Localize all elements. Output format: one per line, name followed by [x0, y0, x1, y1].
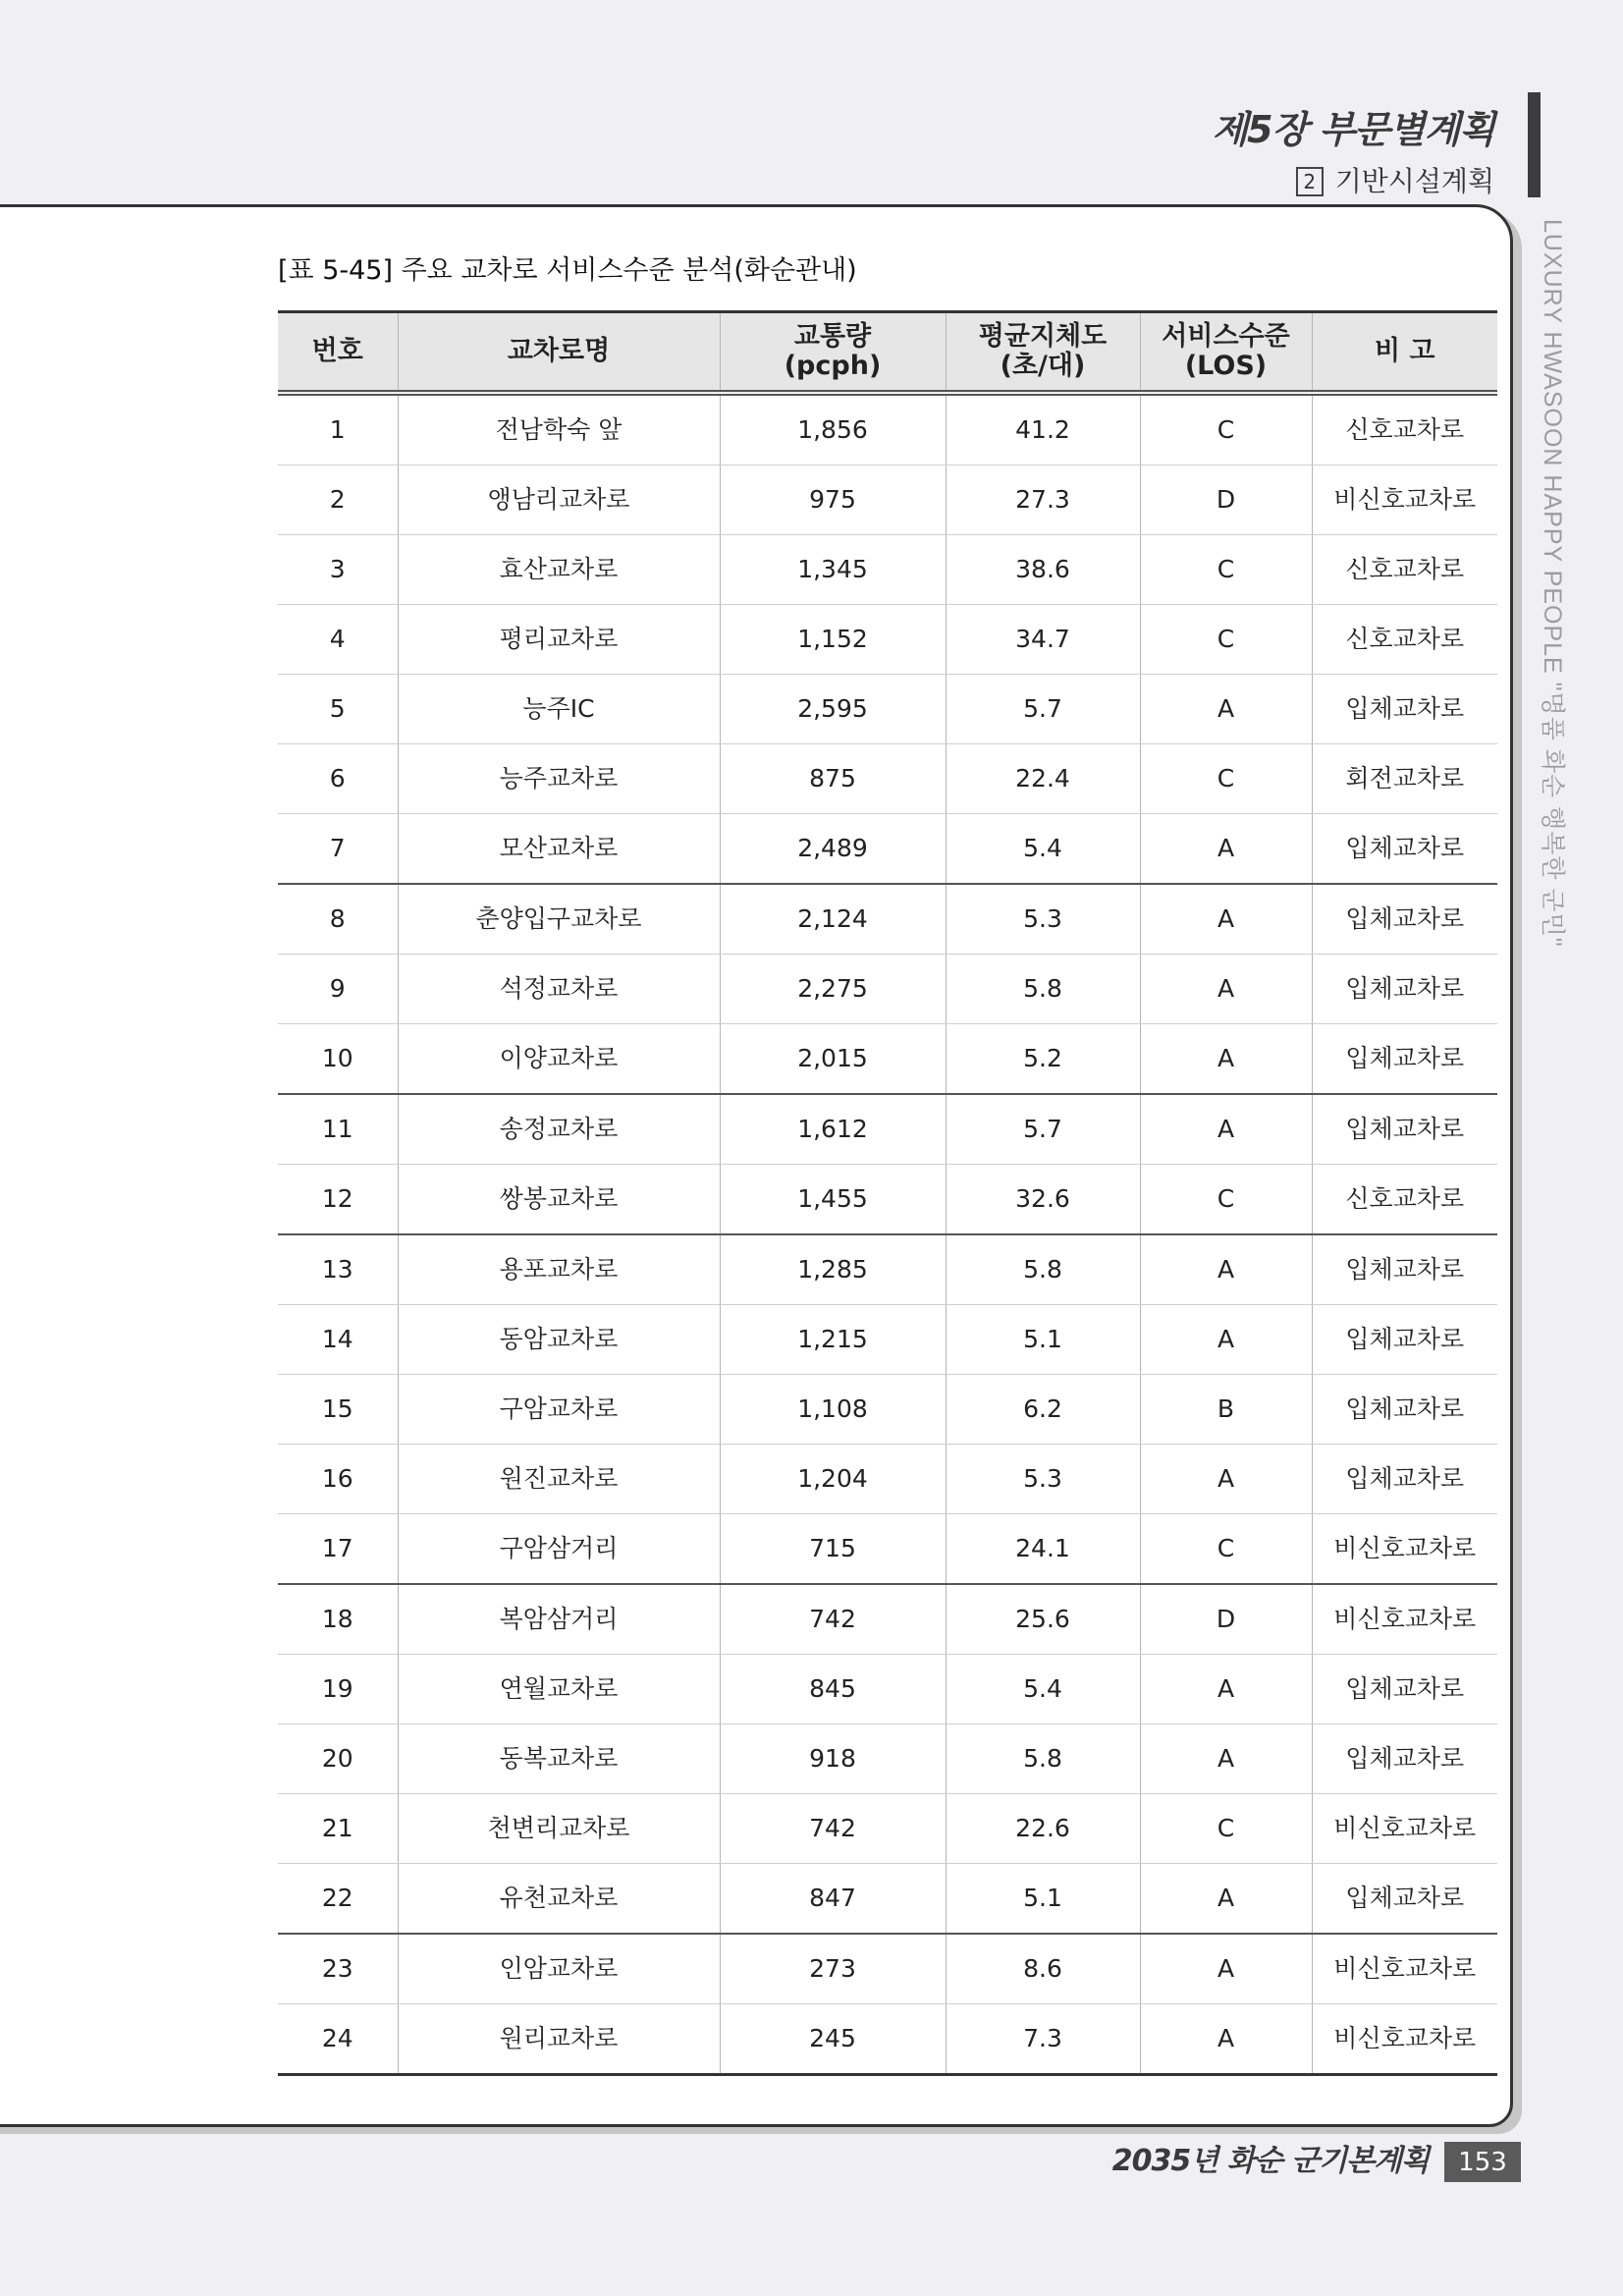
table-caption: [표 5-45] 주요 교차로 서비스수준 분석(화순관내)	[278, 255, 857, 286]
cell-volume: 273	[720, 1934, 946, 2004]
cell-note: 입체교차로	[1312, 955, 1497, 1024]
cell-volume: 1,108	[720, 1375, 946, 1445]
cell-volume: 845	[720, 1655, 946, 1724]
cell-delay: 5.8	[946, 955, 1140, 1024]
cell-name: 이양교차로	[398, 1024, 720, 1095]
header-delay-label: 평균지체도	[978, 321, 1108, 352]
cell-delay: 38.6	[946, 535, 1140, 605]
table-row	[278, 605, 1497, 675]
page-number: 153	[1444, 2142, 1521, 2182]
cell-los: A	[1140, 675, 1312, 744]
table-row	[278, 1655, 1497, 1724]
cell-no: 9	[278, 955, 398, 1024]
cell-delay: 5.3	[946, 1445, 1140, 1514]
cell-los: C	[1140, 744, 1312, 814]
cell-name: 평리교차로	[398, 605, 720, 675]
cell-name: 전남학숙 앞	[398, 393, 720, 465]
cell-note: 비신호교차로	[1312, 1794, 1497, 1864]
cell-los: D	[1140, 465, 1312, 535]
cell-delay: 5.1	[946, 1305, 1140, 1375]
table-row	[278, 465, 1497, 535]
header-note	[1312, 312, 1497, 394]
cell-los: B	[1140, 1375, 1312, 1445]
cell-note: 입체교차로	[1312, 1864, 1497, 1935]
cell-note: 비신호교차로	[1312, 1514, 1497, 1585]
header-volume-unit: (pcph)	[784, 351, 882, 381]
cell-note: 입체교차로	[1312, 884, 1497, 955]
cell-volume: 2,489	[720, 814, 946, 885]
cell-name: 동암교차로	[398, 1305, 720, 1375]
table-row	[278, 744, 1497, 814]
cell-name: 춘양입구교차로	[398, 884, 720, 955]
cell-note: 신호교차로	[1312, 535, 1497, 605]
cell-name: 원진교차로	[398, 1445, 720, 1514]
cell-los: A	[1140, 1305, 1312, 1375]
cell-name: 구암삼거리	[398, 1514, 720, 1585]
header-delay-unit: (초/대)	[1000, 351, 1086, 381]
cell-no: 1	[278, 393, 398, 465]
cell-name: 송정교차로	[398, 1094, 720, 1165]
cell-name: 천변리교차로	[398, 1794, 720, 1864]
table-row	[278, 1514, 1497, 1585]
header-los	[1140, 312, 1312, 394]
cell-los: A	[1140, 814, 1312, 885]
cell-los: C	[1140, 1794, 1312, 1864]
cell-note: 입체교차로	[1312, 1234, 1497, 1305]
cell-delay: 6.2	[946, 1375, 1140, 1445]
cell-los: C	[1140, 393, 1312, 465]
cell-los: A	[1140, 1234, 1312, 1305]
cell-note: 입체교차로	[1312, 1094, 1497, 1165]
cell-volume: 2,015	[720, 1024, 946, 1095]
cell-no: 19	[278, 1655, 398, 1724]
cell-volume: 975	[720, 465, 946, 535]
table-row	[278, 884, 1497, 955]
cell-name: 복암삼거리	[398, 1584, 720, 1655]
cell-name: 원리교차로	[398, 2004, 720, 2075]
cell-note: 입체교차로	[1312, 814, 1497, 885]
chapter-marker-bar	[1528, 92, 1541, 197]
cell-los: A	[1140, 2004, 1312, 2075]
cell-volume: 2,595	[720, 675, 946, 744]
header-delay	[946, 312, 1140, 394]
cell-note: 입체교차로	[1312, 1305, 1497, 1375]
cell-note: 신호교차로	[1312, 393, 1497, 465]
header-name	[398, 312, 720, 394]
header-los-unit: (LOS)	[1184, 351, 1268, 381]
table-row	[278, 1724, 1497, 1794]
cell-no: 7	[278, 814, 398, 885]
cell-los: A	[1140, 1934, 1312, 2004]
table-row	[278, 1794, 1497, 1864]
cell-name: 구암교차로	[398, 1375, 720, 1445]
cell-name: 쌍봉교차로	[398, 1165, 720, 1235]
cell-los: C	[1140, 1165, 1312, 1235]
section-title: 기반시설계획	[1334, 165, 1494, 197]
cell-no: 17	[278, 1514, 398, 1585]
cell-name: 앵남리교차로	[398, 465, 720, 535]
table-row	[278, 1094, 1497, 1165]
cell-name: 동복교차로	[398, 1724, 720, 1794]
cell-name: 용포교차로	[398, 1234, 720, 1305]
cell-name: 효산교차로	[398, 535, 720, 605]
cell-delay: 5.7	[946, 1094, 1140, 1165]
cell-no: 16	[278, 1445, 398, 1514]
cell-no: 11	[278, 1094, 398, 1165]
header-volume	[720, 312, 946, 394]
cell-los: A	[1140, 1864, 1312, 1935]
cell-los: A	[1140, 1094, 1312, 1165]
cell-los: A	[1140, 1024, 1312, 1095]
cell-los: A	[1140, 1655, 1312, 1724]
cell-note: 비신호교차로	[1312, 2004, 1497, 2075]
cell-note: 입체교차로	[1312, 1024, 1497, 1095]
cell-volume: 1,204	[720, 1445, 946, 1514]
cell-name: 인암교차로	[398, 1934, 720, 2004]
cell-no: 24	[278, 2004, 398, 2075]
cell-volume: 1,285	[720, 1234, 946, 1305]
table-row	[278, 393, 1497, 465]
cell-delay: 22.6	[946, 1794, 1140, 1864]
cell-note: 입체교차로	[1312, 1724, 1497, 1794]
cell-los: D	[1140, 1584, 1312, 1655]
table-row	[278, 1864, 1497, 1935]
cell-los: C	[1140, 605, 1312, 675]
cell-note: 비신호교차로	[1312, 1934, 1497, 2004]
table-row	[278, 814, 1497, 885]
cell-volume: 2,275	[720, 955, 946, 1024]
cell-note: 입체교차로	[1312, 675, 1497, 744]
cell-delay: 5.8	[946, 1234, 1140, 1305]
cell-los: C	[1140, 1514, 1312, 1585]
cell-no: 4	[278, 605, 398, 675]
cell-los: A	[1140, 884, 1312, 955]
table-row	[278, 1584, 1497, 1655]
cell-note: 입체교차로	[1312, 1655, 1497, 1724]
cell-delay: 32.6	[946, 1165, 1140, 1235]
cell-delay: 5.4	[946, 1655, 1140, 1724]
table-row	[278, 2004, 1497, 2075]
cell-volume: 715	[720, 1514, 946, 1585]
cell-name: 석정교차로	[398, 955, 720, 1024]
table-row	[278, 1934, 1497, 2004]
cell-volume: 875	[720, 744, 946, 814]
header-name-label: 교차로명	[507, 336, 611, 366]
header-note-label: 비 고	[1374, 336, 1435, 366]
cell-note: 신호교차로	[1312, 605, 1497, 675]
cell-no: 15	[278, 1375, 398, 1445]
table-row	[278, 1305, 1497, 1375]
cell-volume: 742	[720, 1794, 946, 1864]
cell-delay: 24.1	[946, 1514, 1140, 1585]
cell-volume: 2,124	[720, 884, 946, 955]
cell-volume: 1,152	[720, 605, 946, 675]
intersection-los-table	[278, 310, 1497, 2076]
cell-no: 23	[278, 1934, 398, 2004]
cell-volume: 742	[720, 1584, 946, 1655]
cell-no: 20	[278, 1724, 398, 1794]
cell-delay: 25.6	[946, 1584, 1140, 1655]
cell-name: 연월교차로	[398, 1655, 720, 1724]
cell-los: A	[1140, 1724, 1312, 1794]
cell-delay: 5.2	[946, 1024, 1140, 1095]
table-row	[278, 955, 1497, 1024]
cell-no: 8	[278, 884, 398, 955]
cell-volume: 1,612	[720, 1094, 946, 1165]
cell-delay: 5.7	[946, 675, 1140, 744]
cell-name: 유천교차로	[398, 1864, 720, 1935]
cell-name: 능주교차로	[398, 744, 720, 814]
cell-no: 21	[278, 1794, 398, 1864]
cell-note: 비신호교차로	[1312, 465, 1497, 535]
cell-note: 회전교차로	[1312, 744, 1497, 814]
cell-no: 5	[278, 675, 398, 744]
cell-volume: 1,345	[720, 535, 946, 605]
cell-no: 6	[278, 744, 398, 814]
cell-delay: 5.4	[946, 814, 1140, 885]
cell-volume: 1,455	[720, 1165, 946, 1235]
header-no	[278, 312, 398, 394]
cell-note: 비신호교차로	[1312, 1584, 1497, 1655]
cell-delay: 5.8	[946, 1724, 1140, 1794]
cell-los: A	[1140, 955, 1312, 1024]
cell-volume: 1,856	[720, 393, 946, 465]
cell-volume: 245	[720, 2004, 946, 2075]
cell-note: 입체교차로	[1312, 1375, 1497, 1445]
cell-no: 22	[278, 1864, 398, 1935]
header-no-label: 번호	[311, 336, 363, 366]
table-row	[278, 1234, 1497, 1305]
cell-delay: 8.6	[946, 1934, 1140, 2004]
table-row	[278, 1165, 1497, 1235]
cell-delay: 41.2	[946, 393, 1140, 465]
cell-delay: 5.1	[946, 1864, 1140, 1935]
cell-volume: 918	[720, 1724, 946, 1794]
cell-delay: 7.3	[946, 2004, 1140, 2075]
cell-note: 입체교차로	[1312, 1445, 1497, 1514]
cell-volume: 847	[720, 1864, 946, 1935]
section-number-box: 2	[1296, 167, 1324, 196]
cell-no: 14	[278, 1305, 398, 1375]
cell-no: 13	[278, 1234, 398, 1305]
table-row	[278, 1445, 1497, 1514]
header-row	[278, 312, 1497, 394]
table-header	[278, 312, 1497, 394]
header-volume-label: 교통량	[793, 321, 872, 352]
cell-no: 3	[278, 535, 398, 605]
table-row	[278, 1375, 1497, 1445]
cell-delay: 5.3	[946, 884, 1140, 955]
cell-no: 10	[278, 1024, 398, 1095]
cell-name: 능주IC	[398, 675, 720, 744]
footer-title: 2035년 화순 군기본계획	[1111, 2144, 1429, 2178]
cell-name: 모산교차로	[398, 814, 720, 885]
side-slogan: LUXURY HWASOON HAPPY PEOPLE "명품 화순 행복한 군민"	[1539, 219, 1566, 948]
header-los-label: 서비스수준	[1162, 321, 1290, 352]
cell-los: A	[1140, 1445, 1312, 1514]
table-row	[278, 1024, 1497, 1095]
cell-delay: 34.7	[946, 605, 1140, 675]
cell-los: C	[1140, 535, 1312, 605]
cell-delay: 22.4	[946, 744, 1140, 814]
cell-no: 12	[278, 1165, 398, 1235]
cell-no: 2	[278, 465, 398, 535]
chapter-title: 제5장 부문별계획	[1212, 108, 1494, 151]
cell-note: 신호교차로	[1312, 1165, 1497, 1235]
table-row	[278, 675, 1497, 744]
table-body	[278, 393, 1497, 2075]
section-heading	[1296, 165, 1494, 198]
cell-no: 18	[278, 1584, 398, 1655]
cell-volume: 1,215	[720, 1305, 946, 1375]
table-row	[278, 535, 1497, 605]
cell-delay: 27.3	[946, 465, 1140, 535]
